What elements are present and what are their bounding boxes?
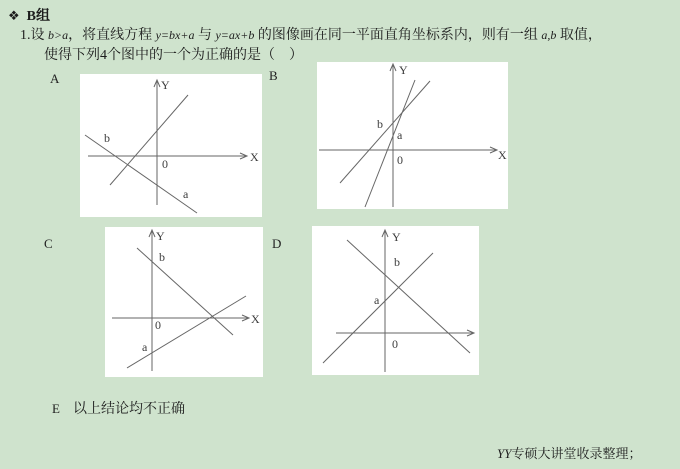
math-expression-a-b: a,b	[541, 28, 557, 42]
option-e-text: 以上结论均不正确	[72, 402, 185, 417]
figure-a-descending-line	[85, 135, 197, 213]
math-expression-b-gt-a: b>a	[48, 28, 69, 42]
figure-b-line-b-label: b	[377, 117, 383, 131]
option-label-e: E	[52, 401, 60, 416]
section-title: B组	[26, 9, 50, 24]
figure-d-line-b-label: b	[394, 255, 400, 269]
figure-a-line-a-label: a	[183, 187, 189, 201]
problem-line-1	[20, 27, 602, 44]
figure-b-graph	[317, 62, 508, 209]
figure-b-y-axis-label: Y	[399, 63, 408, 77]
figure-b-x-axis-label: X	[498, 148, 507, 162]
figure-d-ascending-line	[323, 253, 433, 363]
problem-line-2: 使得下列4个图中的一个为正确的是（ ）	[44, 48, 303, 63]
section-header	[8, 5, 50, 25]
problem-text: 取值，	[556, 28, 602, 43]
figure-c-panel	[105, 227, 263, 377]
option-e-row	[52, 398, 185, 418]
problem-text: 的图像画在同一平面直角坐标系内，则有一组	[254, 28, 542, 43]
problem-number: 1.	[20, 28, 31, 43]
option-label-d: D	[272, 236, 282, 251]
figure-d-line-a-label: a	[374, 293, 380, 307]
option-label-b: B	[269, 68, 278, 83]
figure-c-y-axis-label: Y	[156, 229, 165, 243]
footer-credit	[497, 443, 641, 462]
figure-b-line-a-label: a	[397, 128, 403, 142]
figure-a-x-axis-label: X	[250, 150, 259, 164]
figure-c-origin-label: 0	[155, 318, 161, 332]
figure-c-line-a-label: a	[142, 340, 148, 354]
option-label-c: C	[44, 236, 53, 251]
figure-d-y-axis-label: Y	[392, 230, 401, 244]
figure-d-panel	[312, 226, 479, 375]
figure-b-origin-label: 0	[397, 153, 403, 167]
problem-text: 与	[194, 28, 216, 43]
problem-text: ，将直线方程	[68, 28, 156, 43]
math-expression-y-bx-a: y=bx+a	[155, 28, 195, 42]
footer-brand: YY	[497, 446, 512, 461]
option-label-a: A	[50, 71, 60, 86]
footer-text: 专硕大讲堂收录整理；	[511, 446, 642, 461]
figure-c-x-axis-label: X	[251, 312, 260, 326]
diamond-bullet-icon: ❖	[8, 8, 20, 23]
figure-c-graph	[105, 227, 263, 377]
problem-text: 设	[30, 28, 48, 43]
figure-b-flat-line	[340, 81, 430, 183]
figure-b-panel	[317, 62, 508, 209]
figure-a-line-b-label: b	[104, 131, 110, 145]
figure-d-descending-line	[347, 240, 470, 353]
figure-b-steep-line	[365, 80, 415, 207]
figure-a-panel	[80, 74, 262, 217]
figure-c-ascending-line	[127, 296, 246, 368]
figure-a-ascending-line	[110, 95, 188, 185]
figure-d-graph	[312, 226, 479, 375]
figure-d-origin-label: 0	[392, 337, 398, 351]
figure-a-y-axis-label: Y	[161, 78, 170, 92]
math-expression-y-ax-b: y=ax+b	[215, 28, 255, 42]
figure-a-origin-label: 0	[162, 157, 168, 171]
figure-a-graph	[80, 74, 262, 217]
figure-c-line-b-label: b	[159, 250, 165, 264]
figure-c-descending-line	[137, 248, 233, 335]
